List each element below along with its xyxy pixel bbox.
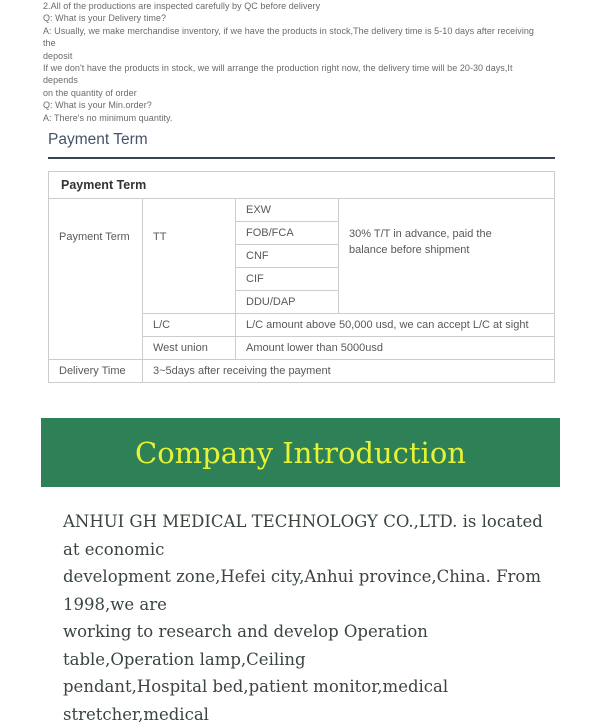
incoterm-cell: DDU/DAP: [236, 291, 339, 314]
company-description-line: pendant,Hospital bed,patient monitor,medical stretcher,medical: [63, 677, 449, 724]
incoterm-cell: FOB/FCA: [236, 222, 339, 245]
payment-term-table: [48, 171, 555, 383]
payment-term-label-cell: Payment Term: [49, 199, 143, 360]
table-row: [49, 172, 555, 199]
west-union-label-cell: West union: [143, 337, 236, 360]
section-title: Payment Term: [48, 131, 148, 148]
faq-line: Q: What is your Min.order?: [43, 100, 152, 111]
faq-line: If we don't have the products in stock, we will arrange the production right now, the delivery time will be 20-30 days,It: [43, 63, 513, 74]
faq-line: 2.All of the productions are inspected carefully by QC before delivery: [43, 1, 321, 11]
company-description: [63, 508, 545, 728]
table-header-cell: Payment Term: [49, 172, 555, 199]
incoterm-cell: EXW: [236, 199, 339, 222]
company-description-line: development zone,Hefei city,Anhui province,China. From 1998,we are: [63, 567, 542, 614]
faq-line: on the quantity of order: [43, 87, 137, 98]
lc-label-cell: L/C: [143, 314, 236, 337]
delivery-time-label-cell: Delivery Time: [49, 360, 143, 383]
incoterm-cell: CNF: [236, 245, 339, 268]
company-introduction-banner: [41, 418, 560, 487]
faq-line: the: [43, 38, 56, 49]
table-row: [49, 360, 555, 383]
west-union-value-cell: Amount lower than 5000usd: [236, 337, 555, 360]
faq-text: [43, 0, 563, 124]
banner-title: Company Introduction: [135, 435, 466, 470]
tt-terms-cell: 30% T/T in advance, paid the balance before shipment: [339, 199, 555, 314]
table-row: [49, 199, 555, 222]
section-title-underline: [48, 157, 555, 159]
tt-label-cell: TT: [143, 199, 236, 314]
faq-line: A: There's no minimum quantity.: [43, 112, 173, 123]
faq-line: A: Usually, we make merchandise inventory, if we have the products in stock,The delivery time is 5-10 days after receiving: [43, 25, 534, 36]
company-description-line: ANHUI GH MEDICAL TECHNOLOGY CO.,LTD. is located at economic: [63, 512, 543, 559]
payment-term-section: [48, 131, 555, 159]
faq-line: depends: [43, 75, 78, 86]
incoterm-cell: CIF: [236, 268, 339, 291]
delivery-time-value-cell: 3~5days after receiving the payment: [143, 360, 555, 383]
lc-value-cell: L/C amount above 50,000 usd, we can accept L/C at sight: [236, 314, 555, 337]
faq-line: Q: What is your Delivery time?: [43, 13, 167, 24]
company-description-line: working to research and develop Operation table,Operation lamp,Ceiling: [63, 622, 428, 669]
faq-line: deposit: [43, 50, 73, 61]
